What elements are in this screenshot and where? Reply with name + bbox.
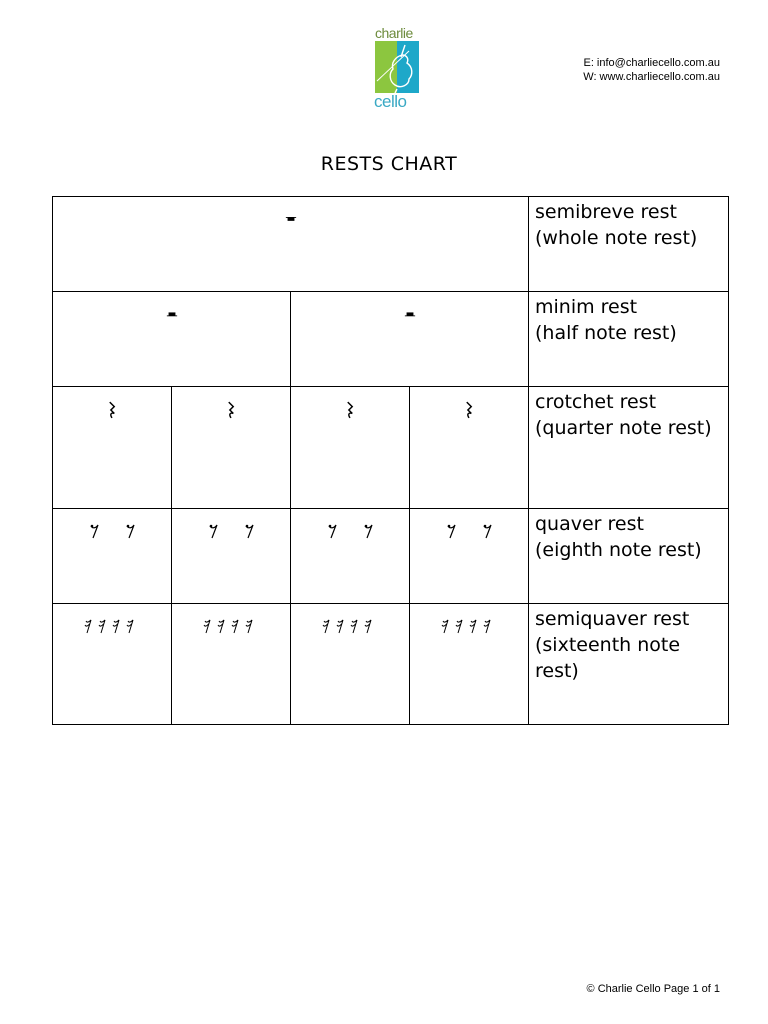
rest-label <box>529 604 729 725</box>
rest-alt-name: (whole note rest) <box>535 227 698 249</box>
quaver-cell <box>172 509 291 604</box>
semiquaver-rest-icon <box>322 618 378 634</box>
crotchet-rest-icon <box>225 401 237 419</box>
crotchet-cell <box>172 387 291 509</box>
table-row <box>53 292 729 387</box>
rest-alt-name: (quarter note rest) <box>535 417 712 439</box>
quaver-rest-icon <box>87 523 137 539</box>
quaver-rest-icon <box>444 523 494 539</box>
semiquaver-cell <box>291 604 410 725</box>
table-row <box>53 604 729 725</box>
charlie-cello-logo <box>373 26 421 112</box>
rest-name: minim rest <box>535 296 638 318</box>
minim-cell <box>291 292 529 387</box>
rest-alt-name: (half note rest) <box>535 322 677 344</box>
crotchet-cell <box>291 387 410 509</box>
semiquaver-cell <box>410 604 529 725</box>
rests-table <box>52 196 729 725</box>
table-row <box>53 509 729 604</box>
rest-name: crotchet rest <box>535 391 657 413</box>
quaver-cell <box>410 509 529 604</box>
crotchet-rest-icon <box>344 401 356 419</box>
table-row <box>53 387 729 509</box>
crotchet-cell <box>410 387 529 509</box>
cello-icon <box>375 41 419 93</box>
crotchet-rest-icon <box>106 401 118 419</box>
crotchet-rest-icon <box>463 401 475 419</box>
contact-info <box>583 56 720 84</box>
quaver-rest-icon <box>206 523 256 539</box>
rest-label <box>529 197 729 292</box>
semiquaver-rest-icon <box>84 618 140 634</box>
rest-alt-name: (eighth note rest) <box>535 539 702 561</box>
email-line: E: info@charliecello.com.au <box>583 57 720 69</box>
logo-word-bottom: cello <box>374 92 407 111</box>
quaver-cell <box>53 509 172 604</box>
rest-label <box>529 387 729 509</box>
semiquaver-cell <box>172 604 291 725</box>
minim-cell <box>53 292 291 387</box>
rest-name: semibreve rest <box>535 201 677 223</box>
semibreve-rest-icon <box>285 211 297 229</box>
semibreve-cell <box>53 197 529 292</box>
rest-label <box>529 292 729 387</box>
quaver-cell <box>291 509 410 604</box>
website-line: W: www.charliecello.com.au <box>583 71 720 83</box>
minim-rest-icon <box>166 306 178 324</box>
semiquaver-rest-icon <box>441 618 497 634</box>
rest-name: quaver rest <box>535 513 644 535</box>
table-row <box>53 197 729 292</box>
minim-rest-icon <box>404 306 416 324</box>
rest-name: semiquaver rest <box>535 608 690 630</box>
quaver-rest-icon <box>325 523 375 539</box>
semiquaver-cell <box>53 604 172 725</box>
crotchet-cell <box>53 387 172 509</box>
logo-word-top: charlie <box>375 25 413 41</box>
page-footer: © Charlie Cello Page 1 of 1 <box>586 983 720 995</box>
rest-label <box>529 509 729 604</box>
semiquaver-rest-icon <box>203 618 259 634</box>
page-title: RESTS CHART <box>320 153 458 175</box>
rest-alt-name: (sixteenth note rest) <box>535 634 681 682</box>
